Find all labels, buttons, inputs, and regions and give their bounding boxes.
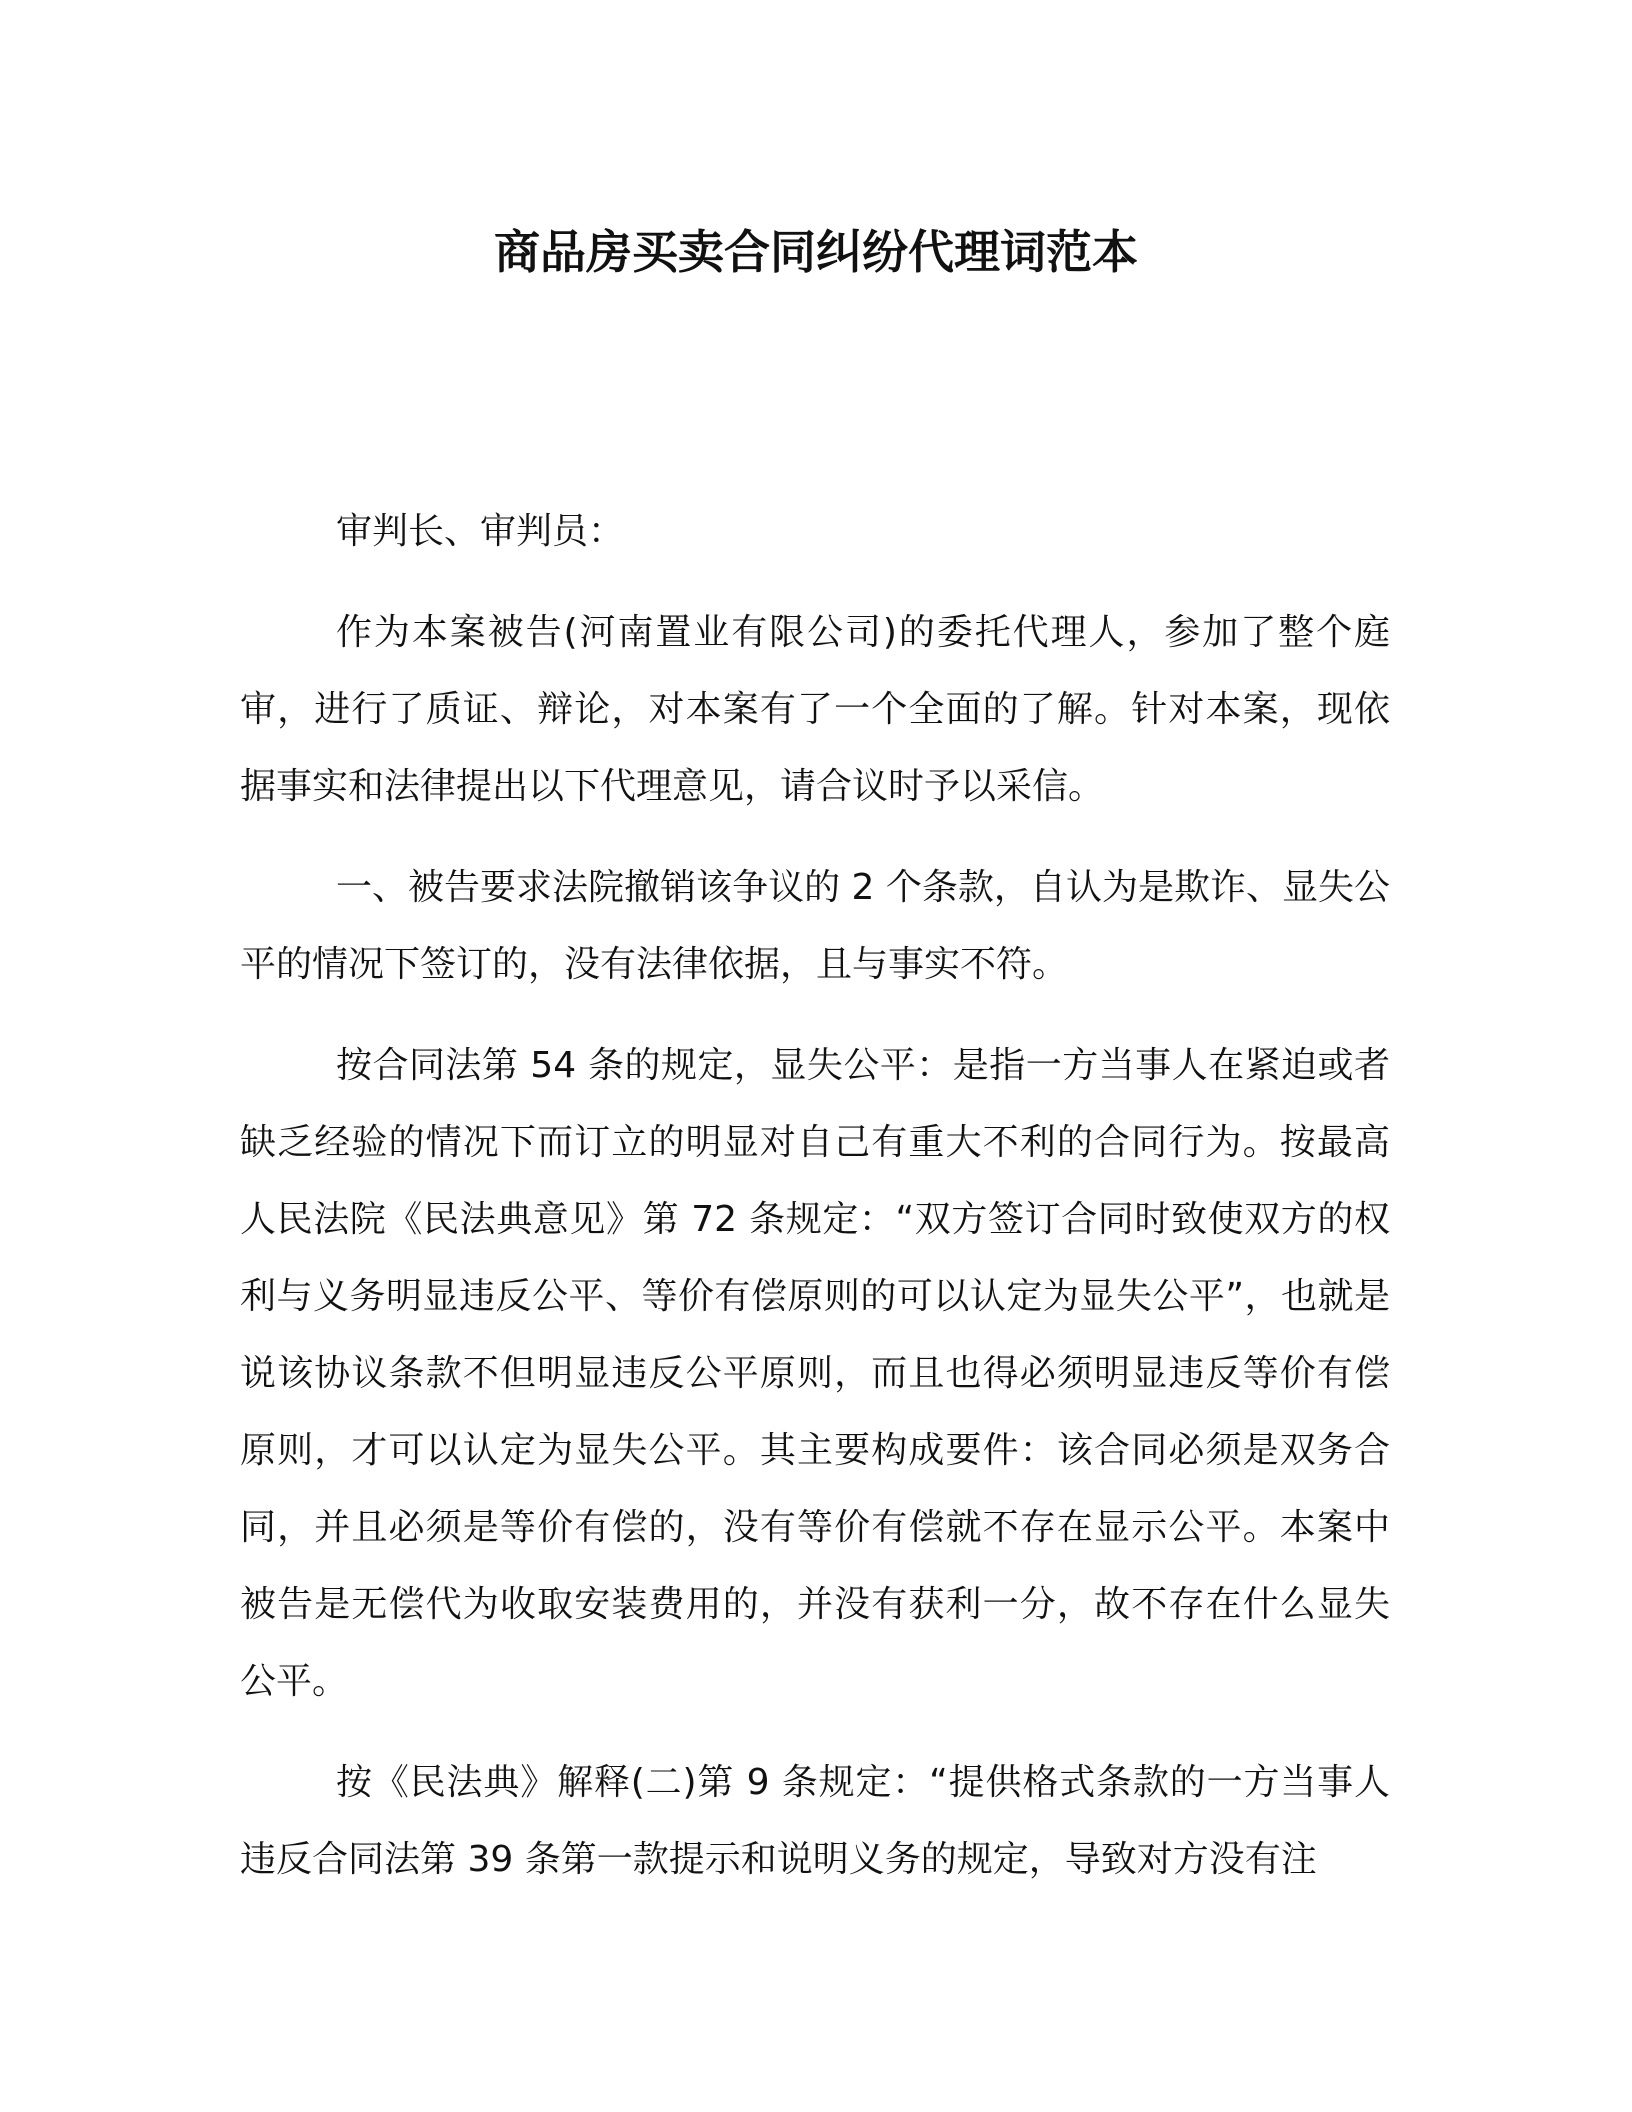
point-one-paragraph: 一、被告要求法院撤销该争议的 2 个条款，自认为是欺诈、显失公平的情况下签订的，没有法律依据，且与事实不符。 [240,867,1390,985]
intro-paragraph: 作为本案被告(河南置业有限公司)的委托代理人，参加了整个庭审，进行了质证、辩论，对本案有了一个全面的了解。针对本案，现依据事实和法律提出以下代理意见，请合议时予以采信。 [240,612,1390,807]
document-body [240,493,1390,1922]
article-54-paragraph: 按合同法第 54 条的规定，显失公平：是指一方当事人在紧迫或者缺乏经验的情况下而订立的明显对自己有重大不利的合同行为。按最高人民法院《民法典意见》第 72 条规定：“双方签订合同时致使双方的权利与义务明显违反公平、等价有偿原则的可以认定为显失公平”，也就是说该协议条款不但明显违反公平原则，而且也得必须明显违反等价有偿原则，才可以认定为显失公平。其主要构成要件：该合同必须是双务合同，并且必须是等价有偿的，没有等价有偿就不存在显示公平。本案中被告是无偿代为收取安装费用的，并没有获利一分，故不存在什么显失公平。 [240,1045,1390,1702]
article-9-paragraph: 按《民法典》解释(二)第 9 条规定：“提供格式条款的一方当事人违反合同法第 39 条第一款提示和说明义务的规定，导致对方没有注 [240,1762,1390,1880]
document-title: 商品房买卖合同纠纷代理词范本 [494,225,1138,279]
salutation-paragraph: 审判长、审判员： [336,511,625,552]
